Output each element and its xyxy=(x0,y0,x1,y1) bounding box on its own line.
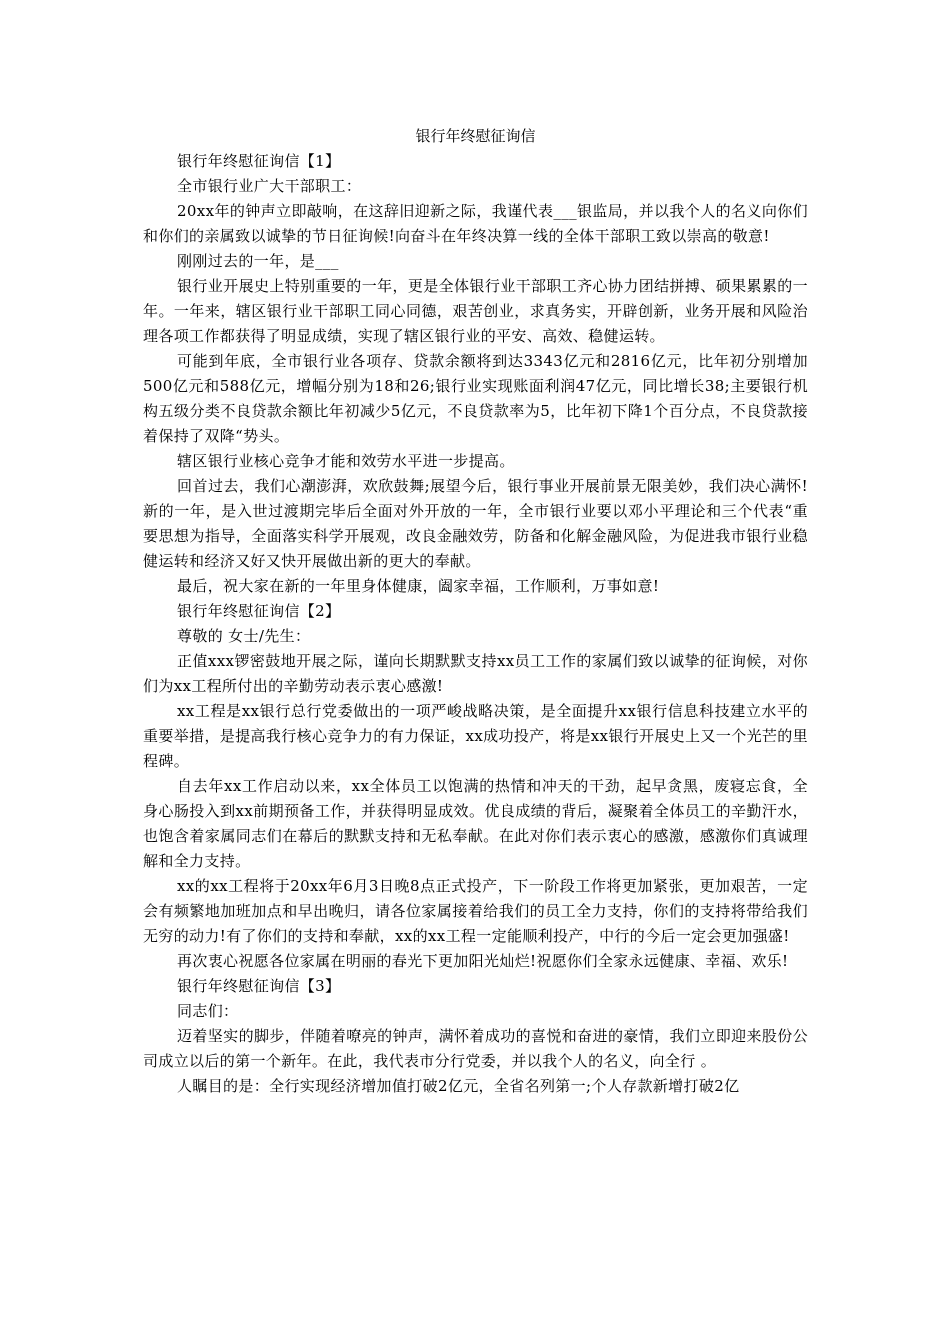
document-title: 银行年终慰征询信 xyxy=(415,127,536,145)
paragraph: 20xx年的钟声立即敲响，在这辞旧迎新之际，我谨代表___银监局，并以我个人的名义向你们和你们的亲属致以诚挚的节日征询候!向奋斗在年终决算一线的全体干部职工致以崇高的敬意! xyxy=(143,202,808,245)
paragraph: xx工程是xx银行总行党委做出的一项严峻战略决策，是全面提升xx银行信息科技建立水平的重要举措，是提高我行核心竞争力的有力保证，xx成功投产，将是xx银行开展史上又一个光芒的里程碑。 xyxy=(143,702,808,770)
section-heading-1: 银行年终慰征询信【1】 xyxy=(177,152,341,170)
paragraph: 正值xxx锣密鼓地开展之际，谨向长期默默支持xx员工工作的家属们致以诚挚的征询候，对你们为xx工程所付出的辛勤劳动表示衷心感激! xyxy=(143,652,808,695)
paragraph: 银行业开展史上特别重要的一年，更是全体银行业干部职工齐心协力团结拼搏、硕果累累的一年。一年来，辖区银行业干部职工同心同德，艰苦创业，求真务实，开辟创新，业务开展和风险治理各项工作都获得了明显成绩，实现了辖区银行业的平安、高效、稳健运转。 xyxy=(143,277,808,345)
paragraph: 人瞩目的是：全行实现经济增加值打破2亿元，全省名列第一;个人存款新增打破2亿 xyxy=(177,1077,740,1095)
paragraph: 再次衷心祝愿各位家属在明丽的春光下更加阳光灿烂!祝愿你们全家永远健康、幸福、欢乐! xyxy=(177,952,789,970)
paragraph: 迈着坚实的脚步，伴随着嘹亮的钟声，满怀着成功的喜悦和奋进的豪情，我们立即迎来股份公司成立以后的第一个新年。在此，我代表市分行党委，并以我个人的名义，向全行 。 xyxy=(143,1027,808,1070)
paragraph: xx的xx工程将于20xx年6月3日晚8点正式投产，下一阶段工作将更加紧张，更加艰苦，一定会有频繁地加班加点和早出晚归，请各位家属接着给我们的员工全力支持，你们的支持将带给我们无穷的动力!有了你们的支持和奉献，xx的xx工程一定能顺利投产，中行的今后一定会更加强盛! xyxy=(143,877,808,945)
salutation: 尊敬的 女士/先生： xyxy=(177,627,311,645)
section-heading-3: 银行年终慰征询信【3】 xyxy=(177,977,341,995)
paragraph: 自去年xx工作启动以来，xx全体员工以饱满的热情和冲天的干劲，起早贪黑，废寝忘食，全身心肠投入到xx前期预备工作，并获得明显成效。优良成绩的背后，凝聚着全体员工的辛勤汗水，也饱含着家属同志们在幕后的默默支持和无私奉献。在此对你们表示衷心的感激，感激你们真诚理解和全力支持。 xyxy=(143,777,808,870)
salutation: 全市银行业广大干部职工： xyxy=(177,177,362,195)
salutation: 同志们： xyxy=(177,1002,239,1020)
paragraph: 辖区银行业核心竞争才能和效劳水平进一步提高。 xyxy=(177,452,515,470)
paragraph: 最后，祝大家在新的一年里身体健康，阖家幸福，工作顺利，万事如意! xyxy=(177,577,660,595)
paragraph: 刚刚过去的一年，是___ xyxy=(177,252,339,270)
paragraph: 回首过去，我们心潮澎湃，欢欣鼓舞;展望今后，银行事业开展前景无限美妙，我们决心满怀!新的一年，是入世过渡期完毕后全面对外开放的一年，全市银行业要以邓小平理论和三个代表“重要思想为指导，全面落实科学开展观，改良金融效劳，防备和化解金融风险，为促进我市银行业稳健运转和经济又好又快开展做出新的更大的奉献。 xyxy=(143,477,808,570)
document-body xyxy=(143,124,808,1099)
section-heading-2: 银行年终慰征询信【2】 xyxy=(177,602,341,620)
paragraph: 可能到年底，全市银行业各项存、贷款余额将到达3343亿元和2816亿元，比年初分别增加500亿元和588亿元，增幅分别为18和26;银行业实现账面利润47亿元，同比增长38;主要银行机构五级分类不良贷款余额比年初减少5亿元，不良贷款率为5，比年初下降1个百分点，不良贷款接着保持了双降“势头。 xyxy=(143,352,808,445)
